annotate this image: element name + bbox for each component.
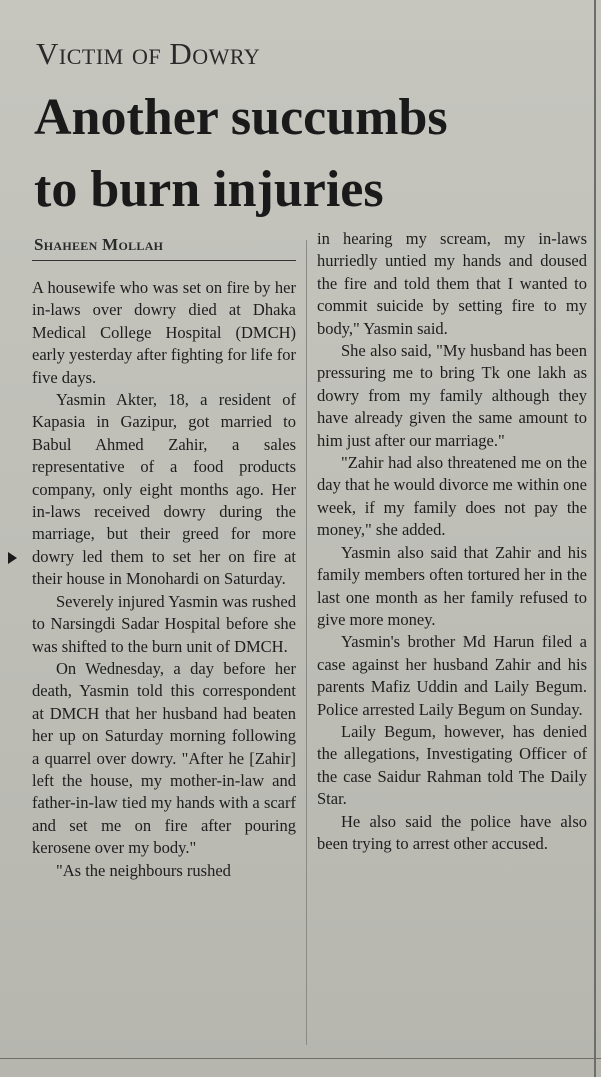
column-2 bbox=[317, 228, 587, 855]
paragraph: Yasmin also said that Zahir and his family members often tortured her in the last one month as her family refused to give more money. bbox=[317, 542, 587, 629]
headline bbox=[34, 82, 594, 226]
paragraph: Yasmin Akter, 18, a resident of Kapasia in Gazipur, got married to Babul Ahmed Zahir, a sales representative of a food products company, only eight months ago. Her in-laws received dowry during the marriage, but their greed for more dowry led them to set her on fire at their house in Monohardi on Saturday. bbox=[32, 390, 296, 589]
column-divider bbox=[306, 240, 307, 1045]
paragraph: On Wednesday, a day before her death, Yasmin told this correspondent at DMCH that her husband had beaten her up on Saturday morning following a quarrel over dowry. "After he [Zahir] left the house, my mother-in-law and father-in-law tied my hands with a scarf and set me on fire after pouring kerosene over my body." bbox=[32, 658, 296, 858]
right-border-rule bbox=[594, 0, 596, 1077]
headline-line-2: to burn injuries bbox=[34, 161, 384, 218]
margin-pointer-mark bbox=[8, 552, 17, 564]
paragraph: He also said the police have also been trying to arrest other accused. bbox=[317, 811, 587, 853]
paragraph: "Zahir had also threatened me on the day that he would divorce me within one week, if my family does not pay the money," she added. bbox=[317, 453, 587, 540]
paragraph: She also said, "My husband has been pressuring me to bring Tk one lakh as dowry from my family although they have already given the same amount to him just after our marriage." bbox=[317, 341, 587, 450]
paragraph: in hearing my scream, my in-laws hurriedly untied my hands and doused the fire and told them that I wanted to commit suicide by setting fire to my body," Yasmin said. bbox=[317, 229, 587, 338]
paragraph: Laily Begum, however, has denied the allegations, Investigating Officer of the case Saidur Rahman told The Daily Star. bbox=[317, 721, 587, 809]
bottom-border-rule bbox=[0, 1058, 601, 1059]
byline-rule bbox=[32, 260, 296, 261]
paragraph: Yasmin's brother Md Harun filed a case against her husband Zahir and his parents Mafiz Uddin and Laily Begum. Police arrested Laily Begum on Sunday. bbox=[317, 632, 587, 719]
paragraph: "As the neighbours rushed bbox=[56, 860, 231, 880]
paragraph: A housewife who was set on fire by her in-laws over dowry died at Dhaka Medical College Hospital (DMCH) early yesterday after fighting for life for five days. bbox=[32, 278, 296, 387]
column-1 bbox=[32, 232, 296, 882]
kicker: Victim of Dowry bbox=[36, 36, 261, 71]
headline-line-1: Another succumbs bbox=[34, 89, 448, 146]
paragraph: Severely injured Yasmin was rushed to Narsingdi Sadar Hospital before she was shifted to the burn unit of DMCH. bbox=[32, 591, 296, 656]
byline: Shaheen Mollah bbox=[34, 235, 164, 254]
